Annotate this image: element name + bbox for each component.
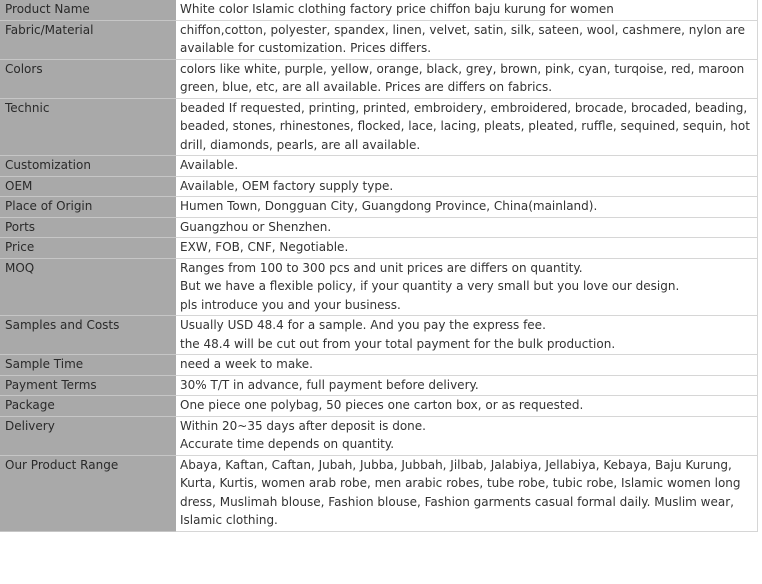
spec-row xyxy=(0,396,758,417)
spec-value xyxy=(176,59,758,98)
spec-value-line: pls introduce you and your business. xyxy=(180,297,401,312)
spec-value-line: One piece one polybag, 50 pieces one carton box, or as requested. xyxy=(180,398,584,412)
spec-label: Price xyxy=(0,238,176,259)
spec-row xyxy=(0,316,758,355)
spec-label: Delivery xyxy=(0,416,176,455)
spec-row xyxy=(0,416,758,455)
spec-row xyxy=(0,20,758,59)
spec-value xyxy=(176,355,758,376)
spec-row xyxy=(0,59,758,98)
spec-value xyxy=(176,375,758,396)
spec-row xyxy=(0,375,758,396)
spec-value xyxy=(176,238,758,259)
spec-value-line: chiffon,cotton, polyester, spandex, linen, velvet, satin, silk, sateen, wool, cashmere, nylon are available for customization. Prices differs. xyxy=(180,22,745,55)
spec-value-line: beaded If requested, printing, printed, embroidery, embroidered, brocade, brocaded, beading, beaded, stones, rhinestones, flocked, lace, lacing, pleats, pleated, ruffle, sequined, sequin, hot drill, diamonds, pearls, are all available. xyxy=(180,100,750,152)
spec-label: MOQ xyxy=(0,258,176,316)
spec-value xyxy=(176,217,758,238)
spec-row xyxy=(0,0,758,20)
spec-value xyxy=(176,396,758,417)
spec-label: Payment Terms xyxy=(0,375,176,396)
spec-row xyxy=(0,238,758,259)
spec-value-line: Ranges from 100 to 300 pcs and unit prices are differs on quantity. xyxy=(180,260,583,275)
spec-value-line: 30% T/T in advance, full payment before delivery. xyxy=(180,377,479,392)
spec-value-line: Available, OEM factory supply type. xyxy=(180,178,394,193)
spec-label: Our Product Range xyxy=(0,455,176,531)
spec-row xyxy=(0,98,758,156)
spec-value xyxy=(176,0,758,20)
spec-label: Ports xyxy=(0,217,176,238)
spec-value-line: Within 20~35 days after deposit is done. xyxy=(180,418,426,433)
spec-label: Fabric/Material xyxy=(0,20,176,59)
spec-value xyxy=(176,197,758,218)
spec-label: Samples and Costs xyxy=(0,316,176,355)
spec-value xyxy=(176,258,758,316)
spec-value-line: Humen Town, Dongguan City, Guangdong Province, China(mainland). xyxy=(180,199,598,213)
spec-label: Colors xyxy=(0,59,176,98)
spec-label: Customization xyxy=(0,156,176,177)
spec-value xyxy=(176,98,758,156)
spec-value xyxy=(176,20,758,59)
spec-label: Place of Origin xyxy=(0,197,176,218)
spec-value xyxy=(176,455,758,531)
spec-value xyxy=(176,316,758,355)
spec-value-line: Available. xyxy=(180,158,239,172)
spec-label: Product Name xyxy=(0,0,176,20)
spec-label: OEM xyxy=(0,176,176,197)
spec-row xyxy=(0,156,758,177)
spec-row xyxy=(0,197,758,218)
spec-label: Package xyxy=(0,396,176,417)
spec-value xyxy=(176,176,758,197)
spec-value-line: Abaya, Kaftan, Caftan, Jubah, Jubba, Jubbah, Jilbab, Jalabiya, Jellabiya, Kebaya, Baju Kurung, Kurta, Kurtis, women arab robe, men arabic robes, tube robe, tubic robe, Islamic women long dress, Muslimah blouse, Fashion blouse, Fashion garments casual formal daily. Muslim wear, Islamic clothing. xyxy=(180,457,741,527)
spec-value-line: EXW, FOB, CNF, Negotiable. xyxy=(180,240,349,254)
spec-row xyxy=(0,355,758,376)
spec-value-line: colors like white, purple, yellow, orange, black, grey, brown, pink, cyan, turqoise, red, maroon green, blue, etc, are all available. Prices are differs on fabrics. xyxy=(180,61,745,94)
spec-value-line: White color Islamic clothing factory price chiffon baju kurung for women xyxy=(180,2,614,16)
spec-value-line: Usually USD 48.4 for a sample. And you pay the express fee. xyxy=(180,318,546,332)
spec-label: Technic xyxy=(0,98,176,156)
spec-value-line: Accurate time depends on quantity. xyxy=(180,437,395,451)
spec-value xyxy=(176,416,758,455)
spec-label: Sample Time xyxy=(0,355,176,376)
spec-row xyxy=(0,217,758,238)
spec-value-line: need a week to make. xyxy=(180,357,313,371)
spec-row xyxy=(0,455,758,531)
spec-value-line: Guangzhou or Shenzhen. xyxy=(180,219,332,234)
spec-value-line: the 48.4 will be cut out from your total payment for the bulk production. xyxy=(180,336,616,351)
spec-row xyxy=(0,176,758,197)
spec-value xyxy=(176,156,758,177)
spec-row xyxy=(0,258,758,316)
spec-value-line: But we have a flexible policy, if your quantity a very small but you love our design. xyxy=(180,279,680,293)
